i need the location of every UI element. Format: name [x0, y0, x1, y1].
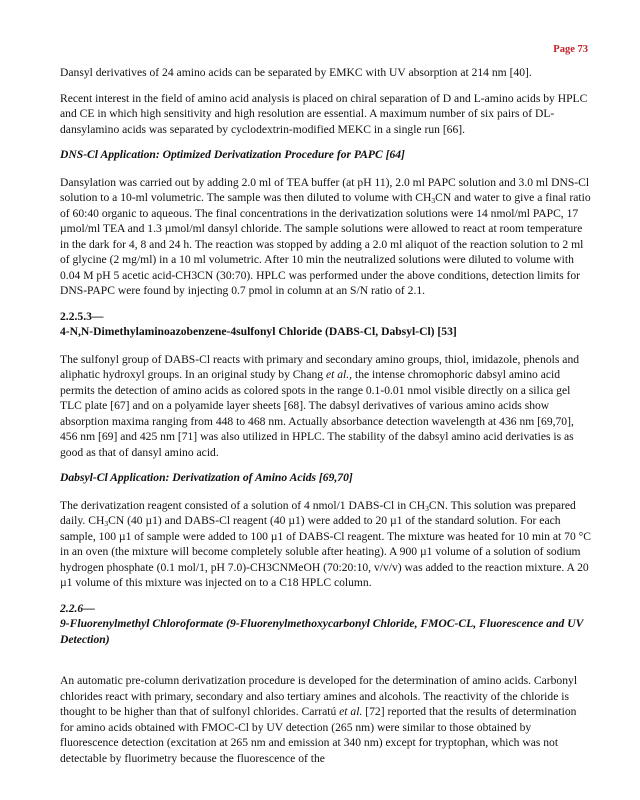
et-al-italic: et al. [339, 705, 363, 718]
text-run: The derivatization reagent consisted of a solution of 4 nmol/1 DABS-Cl in CH [60, 498, 426, 512]
text-run: [72] reported that the results of determination for amino acids obtained with FMOC-Cl by UV detection (265 nm) were similar to those obtained by fluorescence detection (excitation at 265 nm and emission at 340 nm) except for tryptophan, which was not detectable by fluorimetry because the fluorescence of the [60, 705, 577, 765]
section-heading-dabs-cl: 4-N,N-Dimethylaminoazobenzene-4sulfonyl Chloride (DABS-Cl, Dabsyl-Cl) [53] [60, 325, 457, 338]
section-number-2-2-5-3: 2.2.5.3— [60, 309, 104, 323]
section-number-2-2-6: 2.2.6— [60, 601, 95, 615]
text-run: the intense chromophoric dabsyl amino acid permits the detection of amino acids as colored spots in the range 0.1-0.01 nmol visible directly on a silica gel TLC plate [67] and on a polyamide layer sheets [68]. The dabsyl derivatives of various amino acids show absorption maxima ranging from 448 to 468 nm. Actually absorbance detection wavelength at 436 nm [69,70], 456 nm [69] and 425 nm [71] was also utilized in HPLC. The stability of the dabsyl amino acid derivaties is as good as that of dansyl amino acid. [60, 368, 574, 459]
text-run: CN. This solution was prepared daily. CH [60, 498, 576, 527]
et-al-italic: et al., [325, 368, 353, 381]
text-run: The sulfonyl group of DABS-Cl reacts with primary and secondary amino groups, thiol, imidazole, phenols and aliphatic hydroxyl groups. In an original study by Chang [60, 352, 580, 381]
page-number: Page 73 [553, 44, 588, 55]
text-run: CN (40 µ1) and DABS-Cl reagent (40 µ1) were added to 20 µ1 of the standard solution. For each sample, 100 µ1 of sample were added to 100 µ1 of DABS-Cl reagent. The mixture was heated for 10 min at 70 °C in an oven (the mixture will become completely soluble after heating). A 900 µ1 volume of a solution of sodium hydrogen phosphate (0.1 mol/1, pH 7.0)-CH3CNMeOH (70:20:10, v/v/v) was added to the reaction mixture. A 20 µ1 volume of this mixture was injected on to a C18 HPLC column. [60, 514, 592, 589]
paragraph-fmoc-derivatization [60, 673, 592, 766]
subscript: 3 [104, 519, 109, 528]
section-heading-dabsyl-application: Dabsyl-Cl Application: Derivatization of Amino Acids [69,70] [60, 471, 353, 484]
paragraph-dabs-cl-reactivity [60, 352, 592, 461]
text-run: Dansylation was carried out by adding 2.0 ml of TEA buffer (at pH 11), 2.0 ml PAPC solution and 3.0 ml DNS-Cl solution to a 10-ml volumetric. The sample was then diluted to volume with CH [60, 175, 590, 204]
paragraph-dabsyl-derivatization [60, 498, 592, 591]
section-heading-fmoc-cl: 9-Fluorenylmethyl Chloroformate (9-Fluorenylmethoxycarbonyl Chloride, FMOC-CL, Fluorescence and UV Detection) [60, 617, 584, 646]
section-heading-dns-cl-application: DNS-Cl Application: Optimized Derivatization Procedure for PAPC [64] [60, 148, 405, 161]
paragraph-dansyl-emkc: Dansyl derivatives of 24 amino acids can be separated by EMKC with UV absorption at 214 nm [40]. [60, 66, 532, 79]
text-run: An automatic pre-column derivatization procedure is developed for the determination of amino acids. Carbonyl chlorides react with primary, secondary and also tertiary amines and alcohols. The reactivity of the chloride is thought to be higher than that of sulfonyl chlorides. Carratú [60, 674, 578, 718]
page-content [60, 65, 592, 766]
subscript: 3 [431, 196, 436, 205]
paragraph-chiral-separation: Recent interest in the field of amino acid analysis is placed on chiral separation of D and L-amino acids by HPLC and CE in which high sensitivity and high resolution are essential. A maximum number of six pairs of DL-dansylamino acids was separated by cyclodextrin-modified MEKC in a single run [66]. [60, 91, 588, 136]
paragraph-dansylation-procedure [60, 175, 592, 299]
text-run: CN and water to give a final ratio of 60:40 organic to aqueous. The final concentrations in the derivatization solutions were 14 nmol/ml PAPC, 17 µmol/ml TEA and 1.3 µmol/ml dansyl chloride. The sample solutions were allowed to react at room temperature in the dark for 4, 8 and 24 h. The reaction was stopped by adding a 2.0 ml aliquot of the reaction solution to 2 ml of glycine (2 mg/ml) in a 10 ml volumetric. After 10 min the neutralized solutions were diluted to volume with 0.04 M pH 5 acetic acid-CH3CN (30:70). HPLC was performed under the above conditions, detection limits for DNS-PAPC were found by injecting 0.7 pmol in column at an S/N ratio of 2.1. [60, 191, 591, 297]
subscript: 3 [425, 503, 429, 513]
